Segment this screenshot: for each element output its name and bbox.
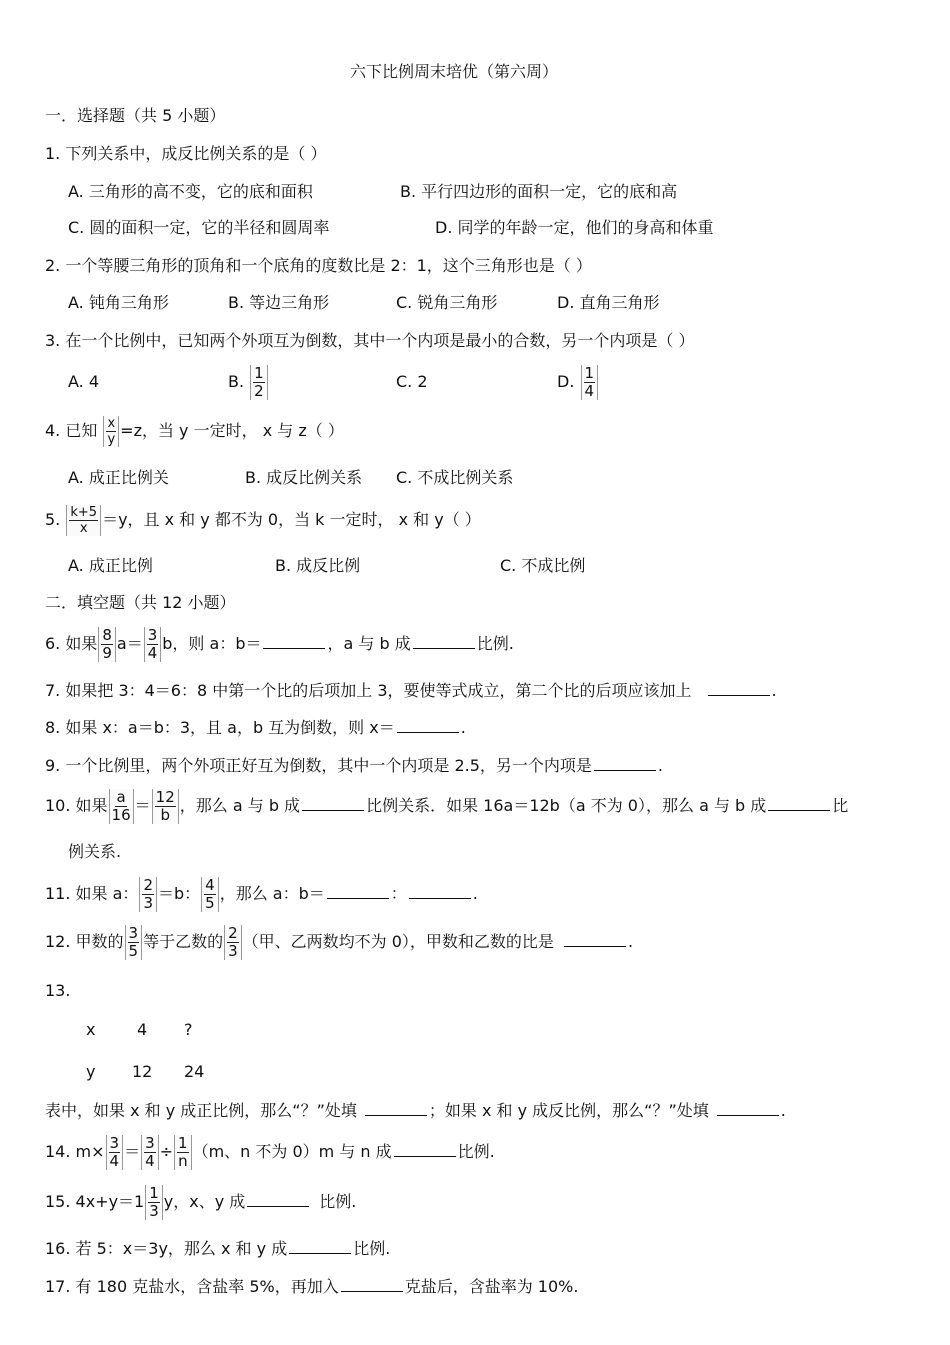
q10-prefix: 10. 如果 (45, 796, 108, 815)
table-cell: 12 (132, 1062, 153, 1081)
numerator: 1 (254, 364, 264, 382)
numerator: 3 (145, 1134, 155, 1152)
q3-option-c[interactable]: C. 2 (396, 372, 428, 391)
answer-blank[interactable] (708, 681, 770, 696)
question-3-stem: 3. 在一个比例中，已知两个外项互为倒数，其中一个内项是最小的合数，另一个内项是（ ） (45, 331, 695, 350)
fraction-x-over-y (103, 416, 119, 447)
q10-text-2: 比例关系．如果 16a＝12b（a 不为 0），那么 a 与 b 成 (366, 796, 767, 815)
numerator: k+5 (70, 505, 98, 520)
q1-option-a[interactable]: A. 三角形的高不变，它的底和面积 (68, 182, 313, 201)
q5-option-a[interactable]: A. 成正比例 (68, 556, 153, 575)
question-7 (45, 681, 777, 701)
q14-suffix: 比例. (457, 1142, 495, 1161)
question-8 (45, 718, 466, 738)
denominator: b (160, 806, 170, 824)
fraction-3-4 (144, 627, 162, 662)
answer-blank[interactable] (594, 756, 656, 771)
q17-suffix: 克盐后，含盐率为 10%. (404, 1277, 579, 1296)
numerator: 8 (102, 626, 112, 644)
q10-text-1: ，那么 a 与 b 成 (179, 796, 301, 815)
q2-option-a[interactable]: A. 钝角三角形 (68, 293, 169, 312)
question-10-line-2: 例关系. (68, 842, 122, 861)
denominator: 2 (254, 382, 264, 400)
q12-prefix: 12. 甲数的 (45, 932, 124, 951)
q4-suffix: ，当 y 一定时， x 与 z（ ） (141, 421, 344, 440)
q5-option-c[interactable]: C. 不成比例 (500, 556, 586, 575)
numerator: 12 (155, 788, 175, 806)
numerator: 3 (128, 924, 139, 942)
answer-blank[interactable] (365, 1101, 427, 1116)
denominator: 3 (149, 1202, 159, 1220)
q2-option-b[interactable]: B. 等边三角形 (228, 293, 330, 312)
question-12 (45, 921, 633, 963)
denominator: 4 (147, 644, 158, 662)
q11-text-3: ： (390, 884, 407, 903)
question-13-number: 13. (45, 981, 71, 1000)
numerator: 1 (178, 1134, 188, 1152)
q6-text-1: a＝ (116, 634, 143, 653)
fraction-3-5 (125, 925, 143, 960)
table-cell: ? (184, 1020, 193, 1039)
fraction-3-4 (141, 1135, 159, 1170)
q5-prefix: 5. (45, 510, 61, 529)
q11-text-2: ，那么 a：b＝ (219, 884, 325, 903)
q8-suffix: . (460, 718, 466, 737)
q1-option-c[interactable]: C. 圆的面积一定，它的半径和圆周率 (68, 218, 330, 237)
table-row-y-label: y (86, 1062, 96, 1081)
denominator: 16 (111, 806, 131, 824)
fraction-1-n (174, 1135, 192, 1170)
answer-blank[interactable] (341, 1277, 403, 1292)
q4-option-b[interactable]: B. 成反比例关系 (245, 468, 363, 487)
q8-text: 8. 如果 x：a＝b：3，且 a，b 互为倒数，则 x＝ (45, 718, 395, 737)
fraction-one-quarter (581, 365, 599, 400)
q6-text-3: ，a 与 b 成 (327, 634, 411, 653)
q3-option-a[interactable]: A. 4 (68, 372, 100, 391)
q11-prefix: 11. 如果 a： (45, 884, 139, 903)
q3-option-d[interactable] (557, 362, 599, 402)
q4-option-a[interactable]: A. 成正比例关 (68, 468, 169, 487)
answer-blank[interactable] (263, 634, 325, 649)
denominator: 3 (143, 894, 153, 912)
table-row-x-label: x (86, 1020, 96, 1039)
question-6 (45, 623, 514, 665)
q9-text: 9. 一个比例里，两个外项正好互为倒数，其中一个内项是 2.5，另一个内项是 (45, 756, 592, 775)
denominator: 9 (102, 644, 112, 662)
q4-option-c[interactable]: C. 不成比例关系 (396, 468, 514, 487)
q4-prefix: 4. 已知 (45, 421, 98, 440)
question-15 (45, 1181, 356, 1223)
q1-option-d[interactable]: D. 同学的年龄一定，他们的身高和体重 (435, 218, 714, 237)
section-heading-choice: 一．选择题（共 5 小题） (45, 106, 226, 125)
q14-text-3: （m、n 不为 0）m 与 n 成 (192, 1142, 392, 1161)
q11-suffix: . (472, 884, 478, 903)
q7-text: 7. 如果把 3：4＝6：8 中第一个比的后项加上 3，要使等式成立，第二个比的后项应该加上 (45, 681, 692, 700)
q16-text: 16. 若 5：x＝3y，那么 x 和 y 成 (45, 1239, 288, 1258)
answer-blank[interactable] (397, 718, 459, 733)
question-1-stem: 1. 下列关系中，成反比例关系的是（ ） (45, 144, 327, 163)
numerator: 3 (109, 1134, 120, 1152)
denominator: n (178, 1152, 188, 1170)
q12-suffix: . (627, 932, 634, 951)
q15-prefix: 15. 4x+y＝1 (45, 1192, 145, 1211)
question-5-stem (45, 500, 481, 540)
q6-text-2: b，则 a：b＝ (162, 634, 262, 653)
denominator: 4 (584, 382, 595, 400)
q11-text-1: ＝b： (157, 884, 201, 903)
fraction-3-4 (106, 1135, 124, 1170)
fraction-4-5 (201, 877, 219, 912)
page-title: 六下比例周末培优（第六周） (350, 62, 559, 81)
q13-text-1: 表中，如果 x 和 y 成正比例，那么“？”处填 (45, 1101, 357, 1120)
answer-blank[interactable] (768, 796, 830, 811)
table-cell: 4 (137, 1020, 148, 1039)
section-heading-fill: 二．填空题（共 12 小题） (45, 593, 236, 612)
q13-suffix: . (780, 1101, 786, 1120)
denominator: y (107, 432, 116, 447)
q15-suffix: 比例. (319, 1192, 357, 1211)
q6-prefix: 6. 如果 (45, 634, 98, 653)
numerator: a (116, 788, 126, 806)
fraction-12-b (152, 789, 179, 824)
answer-blank[interactable] (302, 796, 364, 811)
denominator: 4 (109, 1152, 120, 1170)
q14-prefix: 14. m× (45, 1142, 105, 1161)
q14-text-1: ＝ (124, 1142, 141, 1161)
denominator: x (79, 521, 88, 536)
q2-option-c[interactable]: C. 锐角三角形 (396, 293, 498, 312)
question-10: 10. 如果 $\frac{a}{16}$ ＝ $\frac{12}{b}$ ，那么 a 与 b 成 比例关系．如果 16a＝12b（a 不为 0），那么 a 与 b 成 比 (45, 788, 849, 824)
numerator: 3 (147, 626, 158, 644)
answer-blank[interactable] (247, 1192, 309, 1207)
numerator: 4 (205, 876, 215, 894)
q12-text-1: 等于乙数的 (143, 932, 224, 951)
q9-suffix: . (657, 756, 663, 775)
fraction-1-3 (145, 1185, 163, 1220)
q7-suffix: . (771, 681, 777, 700)
answer-blank[interactable] (717, 1101, 779, 1116)
question-14 (45, 1131, 495, 1173)
q3-option-d-label: D. (557, 372, 575, 391)
q3-option-b-label: B. (228, 372, 245, 391)
denominator: 4 (145, 1152, 155, 1170)
q5-option-b[interactable]: B. 成反比例 (275, 556, 361, 575)
q3-option-b[interactable] (228, 362, 269, 402)
fraction-2-3 (139, 877, 157, 912)
denominator: 3 (228, 942, 238, 960)
q14-text-2: ÷ (159, 1142, 174, 1161)
numerator: 2 (143, 876, 153, 894)
answer-blank[interactable] (289, 1239, 351, 1254)
denominator: 5 (205, 894, 215, 912)
q17-text: 17. 有 180 克盐水，含盐率 5%，再加入 (45, 1277, 339, 1296)
answer-blank[interactable] (413, 634, 475, 649)
denominator: 5 (128, 942, 139, 960)
q10-text-3: 比 (832, 796, 849, 815)
q2-option-d[interactable]: D. 直角三角形 (557, 293, 660, 312)
question-11 (45, 873, 478, 915)
q1-option-b[interactable]: B. 平行四边形的面积一定，它的底和高 (400, 182, 678, 201)
table-cell: 24 (184, 1062, 205, 1081)
question-13-text (45, 1101, 786, 1121)
q5-suffix: ＝y，且 x 和 y 都不为 0，当 k 一定时， x 和 y（ ） (102, 510, 481, 529)
numerator: 1 (584, 364, 595, 382)
numerator: 1 (149, 1184, 159, 1202)
question-16 (45, 1239, 390, 1259)
q15-text: y，x、y 成 (163, 1192, 246, 1211)
q16-suffix: 比例. (353, 1239, 391, 1258)
answer-blank[interactable] (564, 932, 626, 947)
fraction-one-half (250, 365, 268, 400)
fraction-8-9 (98, 627, 116, 662)
q6-suffix: 比例. (476, 634, 514, 653)
answer-blank[interactable] (409, 884, 471, 899)
question-9 (45, 756, 663, 776)
question-2-stem: 2. 一个等腰三角形的顶角和一个底角的度数比是 2：1，这个三角形也是（ ） (45, 256, 592, 275)
answer-blank[interactable] (327, 884, 389, 899)
numerator: x (107, 416, 116, 431)
answer-blank[interactable] (394, 1142, 456, 1157)
numerator: 2 (228, 924, 238, 942)
fraction-2-3 (224, 925, 242, 960)
question-4-stem: 4. 已知 $\frac{x}{y}$ =z，当 y 一定时， x 与 z（ ） (45, 416, 344, 447)
fraction-a-16 (109, 789, 134, 824)
question-17 (45, 1277, 578, 1297)
q12-text-2: （甲、乙两数均不为 0），甲数和乙数的比是 (242, 932, 554, 951)
q13-text-2: ；如果 x 和 y 成反比例，那么“？”处填 (428, 1101, 709, 1120)
fraction-k-plus-5-over-x (66, 505, 101, 536)
